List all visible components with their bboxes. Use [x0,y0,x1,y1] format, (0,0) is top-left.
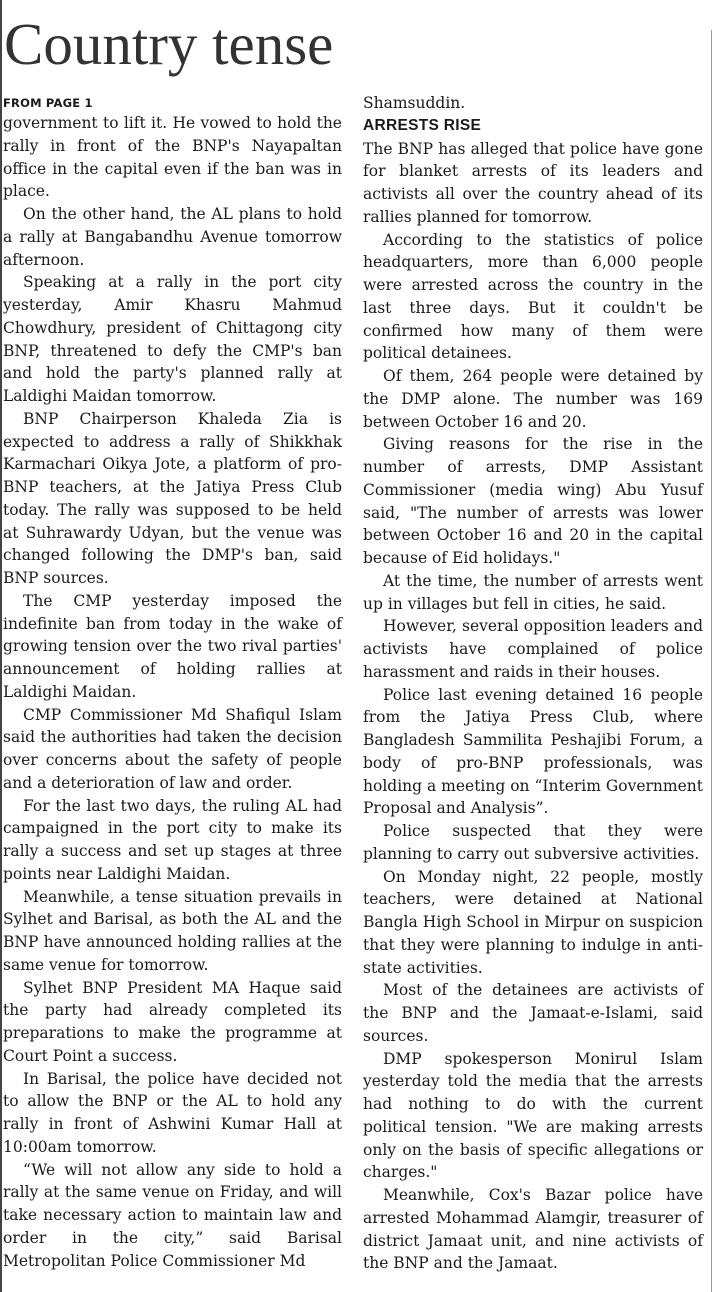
right-column [363,92,703,1275]
paragraph: Sylhet BNP President MA Haque said the party had already completed its preparations to make the programme at Court Point a success. [3,978,342,1065]
paragraph: Police last evening detained 16 people from the Jatiya Press Club, where Bangladesh Sammilita Peshajibi Forum, a body of pro-BNP professionals, was holding a meeting on “Interim Government Proposal and Analysis”. [363,685,703,818]
paragraph: Police suspected that they were planning to carry out subversive activities. [363,822,703,863]
paragraph: In Barisal, the police have decided not to allow the BNP or the AL to hold any rally in front of Ashwini Kumar Hall at 10:00am tomorrow. [3,1069,342,1156]
paragraph: On Monday night, 22 people, mostly teachers, were detained at National Bangla High School in Mirpur on suspicion that they were planning to indulge in anti-state activities. [363,867,703,977]
headline: Country tense [4,11,334,77]
paragraph: However, several opposition leaders and activists have complained of police harassment and raids in their houses. [363,617,703,681]
paragraph: The CMP yesterday imposed the indefinite ban from today in the wake of growing tension over the two rival parties' announcement of holding rallies at Laldighi Maidan. [3,591,342,701]
paragraph: The BNP has alleged that police have gone for blanket arrests of its leaders and activists all over the country ahead of its rallies planned for tomorrow. [363,139,703,226]
paragraph: Speaking at a rally in the port city yesterday, Amir Khasru Mahmud Chowdhury, president of Chittagong city BNP, threatened to defy the CMP's ban and hold the party's planned rally at Laldighi Maidan tomorrow. [3,273,342,405]
paragraph: Meanwhile, a tense situation prevails in Sylhet and Barisal, as both the AL and the BNP have announced holding rallies at the same venue for tomorrow. [3,887,342,974]
paragraph: On the other hand, the AL plans to hold a rally at Bangabandhu Avenue tomorrow afternoon. [3,205,342,269]
continuation-label: FROM PAGE 1 [3,96,93,110]
paragraph: Giving reasons for the rise in the number of arrests, DMP Assistant Commissioner (media wing) Abu Yusuf said, "The number of arrests was lower between October 16 and 20 in the capital because of Eid holidays." [363,435,703,567]
column-rule-right [711,30,712,1292]
paragraph: BNP Chairperson Khaleda Zia is expected to address a rally of Shikkhak Karmachari Oikya Jote, a platform of pro-BNP teachers, at the Jatiya Press Club today. The rally was supposed to be held at Suhrawardy Udyan, but the venue was changed following the DMP's ban, said BNP sources. [3,409,342,587]
paragraph: government to lift it. He vowed to hold the rally in front of the BNP's Nayapaltan office in the capital even if the ban was in place. [3,114,342,201]
paragraph: At the time, the number of arrests went up in villages but fell in cities, he said. [363,571,703,613]
paragraph: Most of the detainees are activists of the BNP and the Jamaat-e-Islami, said sources. [363,981,703,1045]
left-column [3,92,342,1272]
paragraph: Meanwhile, Cox's Bazar police have arrested Mohammad Alamgir, treasurer of district Jamaat unit, and nine activists of the BNP and the Jamaat. [363,1186,703,1273]
paragraph: Of them, 264 people were detained by the DMP alone. The number was 169 between October 16 and 20. [363,367,703,431]
paragraph-continued: Shamsuddin. [363,94,466,112]
page-border-left [0,0,2,1292]
paragraph: According to the statistics of police headquarters, more than 6,000 people were arrested across the country in the last three days. But it couldn't be confirmed how many of them were political detainees. [363,230,703,363]
paragraph: CMP Commissioner Md Shafiqul Islam said the authorities had taken the decision over concerns about the safety of people and a deterioration of law and order. [3,705,342,792]
paragraph: DMP spokesperson Monirul Islam yesterday told the media that the arrests had nothing to do with the current political tension. "We are making arrests only on the basis of specific allegations or charges." [363,1049,703,1182]
section-subhead: ARRESTS RISE [363,116,482,134]
paragraph: For the last two days, the ruling AL had campaigned in the port city to make its rally a success and set up stages at three points near Laldighi Maidan. [3,796,342,883]
paragraph: “We will not allow any side to hold a rally at the same venue on Friday, and will take necessary action to maintain law and order in the city,” said Barisal Metropolitan Police Commissioner Md [3,1160,342,1270]
